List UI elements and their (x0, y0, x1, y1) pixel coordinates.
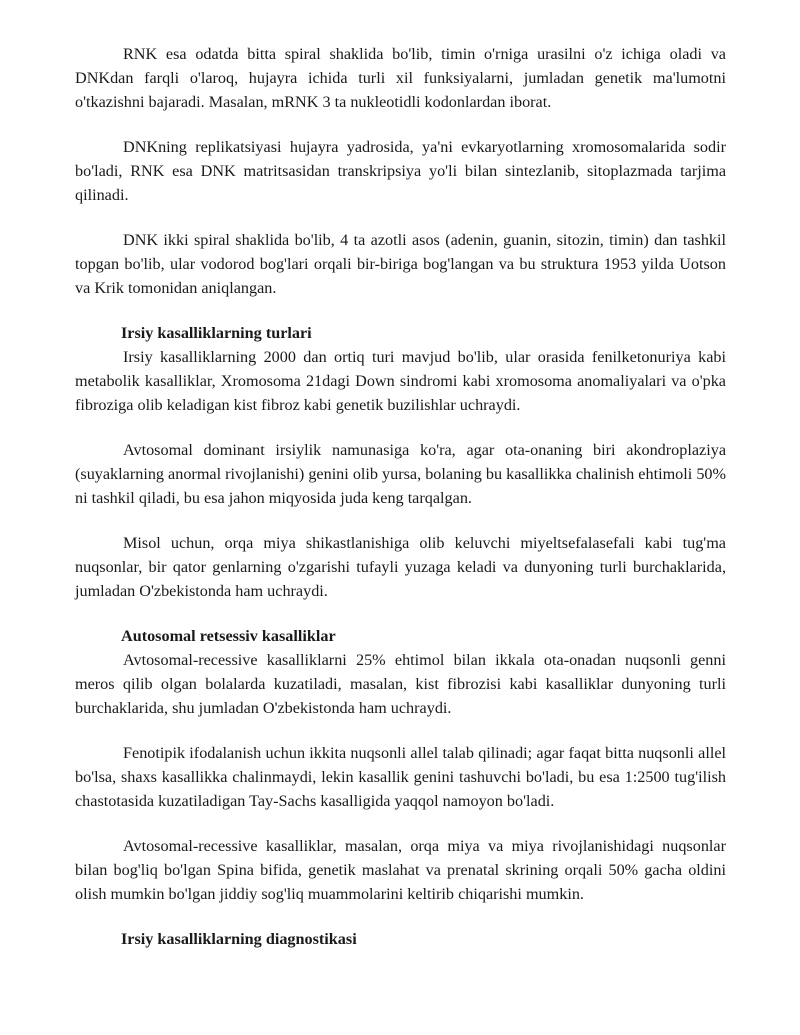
heading-diagnostics: Irsiy kasalliklarning diagnostikasi (121, 930, 357, 948)
paragraph-birth-defects: Misol uchun, orqa miya shikastlanishiga olib keluvchi miyeltsefalasefali kabi tug'ma nuqsonlar, bir qator genlarning o'zgarishi tufayli yuzaga keladi va dunyoning turli burchaklarida, jumladan O'zbekistonda ham uchraydi. (75, 534, 726, 600)
heading-disease-types: Irsiy kasalliklarning turlari (121, 324, 312, 342)
paragraph-autosomal-dominant: Avtosomal dominant irsiylik namunasiga ko'ra, agar ota-onaning biri akondroplaziya (suyaklarning anormal rivojlanishi) genini olib yursa, bolaning bu kasallikka chalinish ehtimoli 50% ni tashkil qiladi, bu esa jahon miqyosida juda keng tarqalgan. (75, 441, 726, 507)
document-page (75, 42, 726, 951)
paragraph-phenotypic-expression: Fenotipik ifodalanish uchun ikkita nuqsonli allel talab qilinadi; agar faqat bitta nuqsonli allel bo'lsa, shaxs kasallikka chalinmaydi, lekin kasallik genini tashuvchi bo'ladi, bu esa 1:2500 tug'ilish chastotasida kuzatiladigan Tay-Sachs kasalligida yaqqol namoyon bo'ladi. (75, 744, 726, 810)
paragraph-dna-replication: DNKning replikatsiyasi hujayra yadrosida, ya'ni evkaryotlarning xromosomalarida sodir bo'ladi, RNK esa DNK matritsasidan transkripsiya yo'li bilan sintezlanib, sitoplazmada tarjima qilinadi. (75, 138, 726, 204)
paragraph-spina-bifida: Avtosomal-recessive kasalliklar, masalan, orqa miya va miya rivojlanishidagi nuqsonlar bilan bog'liq bo'lgan Spina bifida, genetik maslahat va prenatal skrining orqali 50% gacha oldini olish mumkin bo'lgan jiddiy sog'liq muammolarini keltirib chiqarishi mumkin. (75, 837, 726, 903)
paragraph-recessive-probability: Avtosomal-recessive kasalliklarni 25% ehtimol bilan ikkala ota-onadan nuqsonli genni meros qilib olgan bolalarda kuzatiladi, masalan, kist fibrozisi kabi kasalliklar dunyoning turli burchaklarida, shu jumladan O'zbekistonda ham uchraydi. (75, 651, 726, 717)
paragraph-dna-structure: DNK ikki spiral shaklida bo'lib, 4 ta azotli asos (adenin, guanin, sitozin, timin) dan tashkil topgan bo'lib, ular vodorod bog'lari orqali bir-biriga bog'langan va bu struktura 1953 yilda Uotson va Krik tomonidan aniqlangan. (75, 231, 726, 297)
paragraph-rna: RNK esa odatda bitta spiral shaklida bo'lib, timin o'rniga urasilni o'z ichiga oladi va DNKdan farqli o'laroq, hujayra ichida turli xil funksiyalarni, jumladan genetik ma'lumotni o'tkazishni bajaradi. Masalan, mRNK 3 ta nukleotidli kodonlardan iborat. (75, 45, 726, 111)
paragraph-disease-types: Irsiy kasalliklarning 2000 dan ortiq turi mavjud bo'lib, ular orasida fenilketonuriya kabi metabolik kasalliklar, Xromosoma 21dagi Down sindromi kabi xromosoma anomaliyalari va o'pka fibroziga olib keladigan kist fibroz kabi genetik buzilishlar uchraydi. (75, 348, 726, 414)
heading-autosomal-recessive: Autosomal retsessiv kasalliklar (121, 627, 336, 645)
